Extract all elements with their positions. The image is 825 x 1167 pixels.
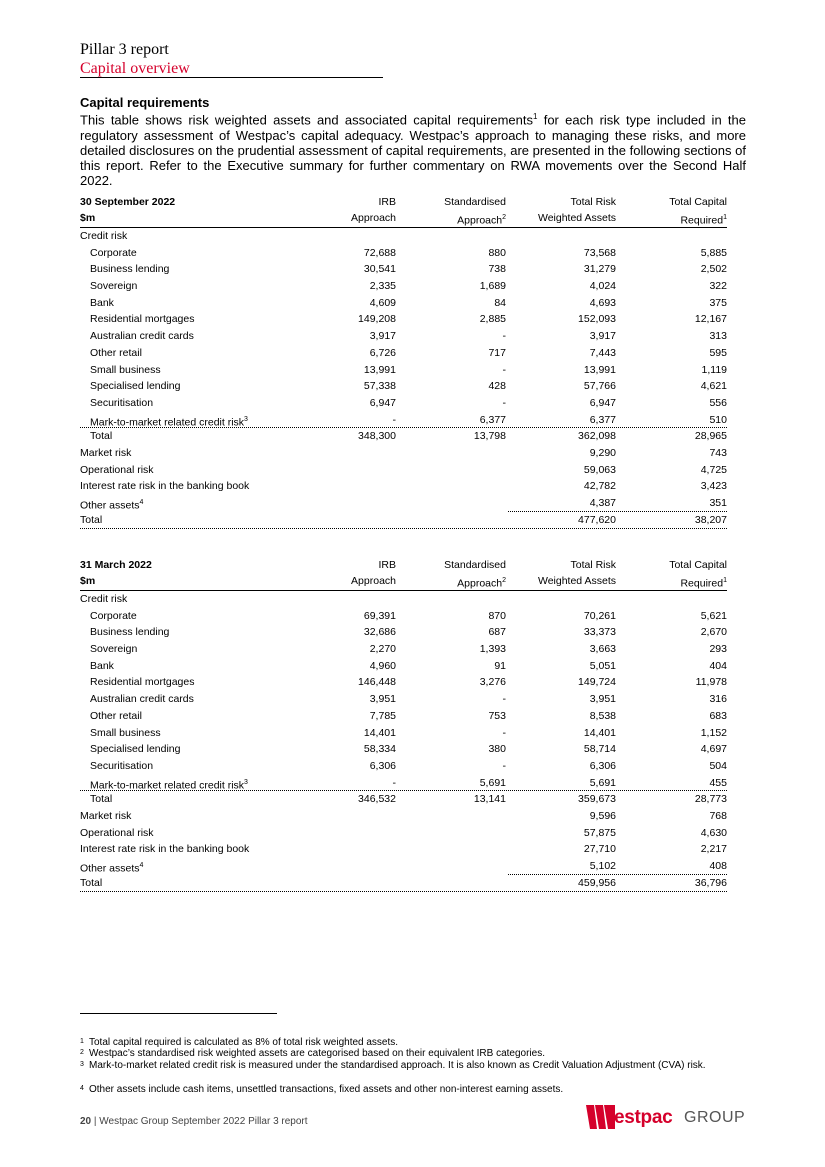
cell-value: 2,885	[479, 313, 506, 326]
cell-value: 4,609	[369, 296, 396, 309]
capital-table-mar-2022	[80, 558, 727, 891]
cell-value: 13,991	[583, 363, 616, 376]
cell-value: 380	[488, 743, 506, 756]
row-label: Other assets$^4$	[80, 862, 144, 875]
table-row	[80, 591, 727, 608]
cell-value: 556	[709, 396, 727, 409]
table-row	[80, 608, 727, 625]
cell-value: 7,443	[589, 346, 616, 359]
cell-value: 5,102	[589, 860, 616, 872]
cell-value: 455	[709, 776, 727, 789]
row-label: Credit risk	[80, 230, 128, 242]
footnote-number: 4	[80, 1085, 84, 1092]
logo-group-text: GROUP	[684, 1109, 746, 1126]
table-bottom-rule	[80, 528, 727, 529]
cell-value: 359,673	[578, 793, 616, 806]
cell-value: 753	[488, 709, 506, 722]
cell-value: 2,670	[700, 626, 727, 639]
column-header-line1: Total Capital	[669, 196, 727, 208]
cell-value: 4,630	[700, 826, 727, 839]
table-row	[80, 875, 727, 892]
cell-value: 880	[488, 246, 506, 259]
table-row	[80, 741, 727, 758]
row-label: Business lending	[90, 626, 170, 639]
table-row	[80, 641, 727, 658]
unit-label: $m	[80, 575, 96, 587]
row-label: Corporate	[90, 246, 137, 259]
table-row	[80, 478, 727, 495]
table-row	[80, 658, 727, 675]
row-label: Securitisation	[90, 396, 154, 409]
cell-value: 870	[488, 609, 506, 622]
table-row	[80, 791, 727, 808]
cell-value: 32,686	[363, 626, 396, 639]
column-header-line2: Required$^1$	[680, 577, 727, 590]
table-body	[80, 228, 727, 528]
row-label: Small business	[90, 363, 161, 376]
cell-value: 2,217	[700, 843, 727, 856]
row-label: Sovereign	[90, 643, 138, 656]
row-label: Mark-to-market related credit risk$^3$	[90, 778, 248, 792]
cell-value: 313	[709, 330, 727, 343]
cell-value: -	[392, 776, 396, 789]
column-header	[627, 195, 727, 228]
row-label: Operational risk	[80, 826, 154, 839]
cell-value: 2,270	[369, 643, 396, 656]
table-row	[80, 841, 727, 858]
cell-value: 38,207	[694, 513, 727, 526]
cell-value: 6,377	[479, 413, 506, 426]
table-row	[80, 428, 727, 445]
table-row	[80, 808, 727, 825]
column-header	[627, 558, 727, 591]
table-row	[80, 228, 727, 245]
cell-value: 4,621	[700, 380, 727, 393]
cell-value: 11,978	[695, 676, 727, 689]
table-header	[80, 558, 727, 591]
cell-value: 14,401	[363, 726, 396, 739]
cell-value: 351	[709, 497, 727, 509]
table-body	[80, 591, 727, 891]
cell-value: -	[502, 330, 506, 343]
cell-value: 6,306	[369, 759, 396, 772]
section-heading: Capital requirements	[80, 95, 210, 110]
table-row	[80, 395, 727, 412]
cell-value: -	[502, 693, 506, 706]
cell-value: 8,538	[589, 709, 616, 722]
table-row	[80, 278, 727, 295]
capital-table-sep-2022	[80, 195, 727, 528]
period-date: 30 September 2022	[80, 196, 176, 208]
cell-value: 13,141	[473, 793, 506, 806]
cell-value: 362,098	[578, 430, 616, 443]
cell-value: 84	[494, 296, 506, 309]
column-header-line2: Approach$^2$	[457, 214, 506, 227]
footnote-text: Total capital required is calculated as 8% of total risk weighted assets.	[89, 1037, 399, 1048]
table-row	[80, 775, 727, 792]
table-row	[80, 295, 727, 312]
footnote-text: Other assets include cash items, unsettled transactions, fixed assets and other non-interest earning assets.	[89, 1084, 564, 1095]
table-row	[80, 691, 727, 708]
cell-value: -	[502, 363, 506, 376]
table-row	[80, 674, 727, 691]
footnote	[80, 1048, 746, 1060]
cell-value: 13,798	[473, 430, 506, 443]
table-row	[80, 445, 727, 462]
cell-value: 6,377	[589, 413, 616, 426]
table-row	[80, 725, 727, 742]
cell-value: 3,276	[479, 676, 506, 689]
footnote-number: 1	[80, 1038, 84, 1045]
column-header	[506, 558, 616, 588]
cell-value: 322	[709, 280, 727, 293]
row-label: Total	[90, 430, 113, 443]
cell-value: 73,568	[583, 246, 616, 259]
column-header-line1: IRB	[378, 559, 396, 571]
table-row	[80, 495, 727, 512]
footnote	[80, 1037, 746, 1049]
table-row	[80, 825, 727, 842]
cell-value: 3,917	[369, 330, 396, 343]
cell-value: 348,300	[358, 430, 396, 443]
cell-value: 1,393	[479, 643, 506, 656]
column-header	[306, 558, 396, 588]
cell-value: 57,766	[583, 380, 616, 393]
cell-value: -	[392, 413, 396, 426]
cell-value: 6,306	[589, 759, 616, 772]
cell-value: 57,338	[363, 380, 396, 393]
cell-value: 4,697	[700, 743, 727, 756]
column-header	[416, 195, 506, 228]
row-label: Total	[80, 513, 103, 526]
row-label: Bank	[90, 659, 114, 672]
cell-value: 4,693	[589, 296, 616, 309]
row-label: Australian credit cards	[90, 693, 194, 706]
cell-value: 504	[709, 759, 727, 772]
row-label: Other retail	[90, 709, 142, 722]
unit-label: $m	[80, 212, 96, 224]
report-section-title: Capital overview	[80, 60, 190, 77]
cell-value: 687	[488, 626, 506, 639]
table-header	[80, 195, 727, 228]
row-label: Market risk	[80, 809, 132, 822]
row-label: Other retail	[90, 346, 142, 359]
cell-value: 3,423	[700, 480, 727, 493]
cell-value: 1,119	[701, 363, 727, 376]
column-header	[416, 558, 506, 591]
table-row	[80, 758, 727, 775]
row-label: Residential mortgages	[90, 676, 195, 689]
westpac-w-icon	[586, 1105, 616, 1129]
footnote-divider	[80, 1013, 277, 1014]
cell-value: 6,947	[589, 396, 616, 409]
logo-wordmark: estpac	[614, 1107, 673, 1128]
cell-value: 768	[709, 809, 727, 822]
table-row	[80, 858, 727, 875]
cell-value: -	[502, 759, 506, 772]
row-label: Operational risk	[80, 463, 154, 476]
cell-value: 5,621	[700, 609, 727, 622]
row-label: Specialised lending	[90, 380, 181, 393]
cell-value: 13,991	[363, 363, 396, 376]
report-title: Pillar 3 report	[80, 41, 169, 58]
cell-value: 404	[709, 659, 727, 672]
other-assets-rule	[508, 511, 727, 512]
footnote	[80, 1084, 746, 1096]
row-label: Other assets$^4$	[80, 499, 144, 512]
cell-value: 70,261	[583, 609, 616, 622]
subtotal-rule	[80, 790, 727, 791]
column-header-line1: Standardised	[444, 196, 506, 208]
row-label: Residential mortgages	[90, 313, 195, 326]
column-header-line1: Total Risk	[570, 196, 616, 208]
cell-value: 5,885	[700, 246, 727, 259]
period-label	[80, 558, 152, 588]
cell-value: 375	[709, 296, 727, 309]
cell-value: 510	[709, 413, 727, 426]
cell-value: 72,688	[363, 246, 396, 259]
column-header-line1: Total Risk	[570, 559, 616, 571]
footnote-text: Mark-to-market related credit risk is measured under the standardised approach. It is also known as Credit Valuation Adjustment (CVA) risk.	[89, 1060, 706, 1071]
cell-value: 58,334	[363, 743, 396, 756]
cell-value: 717	[488, 346, 506, 359]
cell-value: 9,290	[589, 446, 616, 459]
header-divider	[80, 77, 383, 78]
row-label: Market risk	[80, 446, 132, 459]
table-row	[80, 708, 727, 725]
row-label: Interest rate risk in the banking book	[80, 480, 250, 493]
footnote-number: 2	[80, 1049, 84, 1056]
cell-value: -	[502, 396, 506, 409]
row-label: Securitisation	[90, 759, 154, 772]
cell-value: 4,725	[700, 463, 727, 476]
cell-value: 5,691	[479, 776, 506, 789]
table-row	[80, 328, 727, 345]
westpac-logo	[586, 1105, 746, 1131]
cell-value: 30,541	[363, 263, 396, 276]
cell-value: 69,391	[363, 609, 396, 622]
table-row	[80, 261, 727, 278]
cell-value: 5,051	[589, 659, 616, 672]
cell-value: 14,401	[583, 726, 616, 739]
cell-value: 7,785	[369, 709, 396, 722]
column-header-line1: Standardised	[444, 559, 506, 571]
cell-value: 31,279	[583, 263, 616, 276]
period-date: 31 March 2022	[80, 559, 152, 571]
cell-value: 58,714	[583, 743, 616, 756]
cell-value: 293	[709, 643, 727, 656]
cell-value: 408	[709, 860, 727, 872]
row-label: Australian credit cards	[90, 330, 194, 343]
cell-value: 683	[709, 709, 727, 722]
cell-value: -	[502, 726, 506, 739]
row-label: Small business	[90, 726, 161, 739]
table-row	[80, 245, 727, 262]
row-label: Total	[80, 876, 103, 889]
footnote-text: Westpac’s standardised risk weighted assets are categorised based on their equivalent IRB categories.	[89, 1048, 545, 1059]
table-row	[80, 345, 727, 362]
cell-value: 28,773	[694, 793, 727, 806]
cell-value: 2,335	[369, 280, 396, 293]
table-row	[80, 412, 727, 429]
cell-value: 459,956	[578, 876, 616, 889]
cell-value: 4,387	[589, 497, 616, 509]
cell-value: 1,689	[479, 280, 506, 293]
cell-value: 57,875	[583, 826, 616, 839]
cell-value: 146,448	[358, 676, 396, 689]
cell-value: 3,663	[589, 643, 616, 656]
cell-value: 6,726	[369, 346, 396, 359]
cell-value: 149,208	[358, 313, 396, 326]
row-label: Sovereign	[90, 280, 138, 293]
cell-value: 3,951	[369, 693, 396, 706]
column-header-line2: Required$^1$	[680, 214, 727, 227]
column-header-line1: IRB	[378, 196, 396, 208]
cell-value: 4,960	[369, 659, 396, 672]
row-label: Interest rate risk in the banking book	[80, 843, 250, 856]
footnote-number: 3	[80, 1061, 84, 1068]
row-label: Total	[90, 793, 113, 806]
column-header-line1: Total Capital	[669, 559, 727, 571]
cell-value: 28,965	[694, 430, 727, 443]
cell-value: 346,532	[358, 793, 396, 806]
table-row	[80, 462, 727, 479]
cell-value: 3,951	[589, 693, 616, 706]
cell-value: 6,947	[369, 396, 396, 409]
cell-value: 738	[488, 263, 506, 276]
cell-value: 152,093	[578, 313, 616, 326]
cell-value: 33,373	[583, 626, 616, 639]
column-header-line2: Approach	[351, 212, 396, 224]
period-label	[80, 195, 175, 225]
table-row	[80, 624, 727, 641]
column-header	[506, 195, 616, 225]
column-header	[306, 195, 396, 225]
intro-paragraph: This table shows risk weighted assets and associated capital requirements$^1$ for each risk type included in the regulatory assessment of Westpac’s capital adequacy. Westpac’s approach to managing these risks, and more detailed disclosures on the prudential assessment of capital requirements, are presented in the following sections of this report. Refer to the Executive summary for further commentary on RWA movements over the Second Half 2022.	[80, 112, 746, 189]
cell-value: 477,620	[578, 513, 616, 526]
cell-value: 91	[494, 659, 506, 672]
cell-value: 149,724	[578, 676, 616, 689]
table-row	[80, 362, 727, 379]
table-row	[80, 512, 727, 529]
page-footer: 20 | Westpac Group September 2022 Pillar 3 report	[80, 1116, 308, 1127]
table-bottom-rule	[80, 891, 727, 892]
cell-value: 5,691	[589, 776, 616, 789]
row-label: Credit risk	[80, 593, 128, 605]
cell-value: 316	[709, 693, 727, 706]
row-label: Business lending	[90, 263, 170, 276]
row-label: Corporate	[90, 609, 137, 622]
cell-value: 743	[709, 446, 727, 459]
cell-value: 4,024	[589, 280, 616, 293]
cell-value: 595	[709, 346, 727, 359]
row-label: Bank	[90, 296, 114, 309]
row-label: Mark-to-market related credit risk$^3$	[90, 415, 248, 429]
cell-value: 27,710	[583, 843, 616, 856]
cell-value: 428	[488, 380, 506, 393]
table-row	[80, 378, 727, 395]
column-header-line2: Weighted Assets	[537, 212, 616, 224]
row-label: Specialised lending	[90, 743, 181, 756]
column-header-line2: Approach	[351, 575, 396, 587]
cell-value: 9,596	[589, 809, 616, 822]
other-assets-rule	[508, 874, 727, 875]
column-header-line2: Weighted Assets	[537, 575, 616, 587]
column-header-line2: Approach$^2$	[457, 577, 506, 590]
cell-value: 36,796	[694, 876, 727, 889]
subtotal-rule	[80, 427, 727, 428]
cell-value: 12,167	[694, 313, 727, 326]
cell-value: 2,502	[700, 263, 727, 276]
cell-value: 3,917	[589, 330, 616, 343]
cell-value: 59,063	[583, 463, 616, 476]
footnote	[80, 1060, 746, 1072]
table-row	[80, 311, 727, 328]
cell-value: 42,782	[583, 480, 616, 493]
cell-value: 1,152	[700, 726, 727, 739]
